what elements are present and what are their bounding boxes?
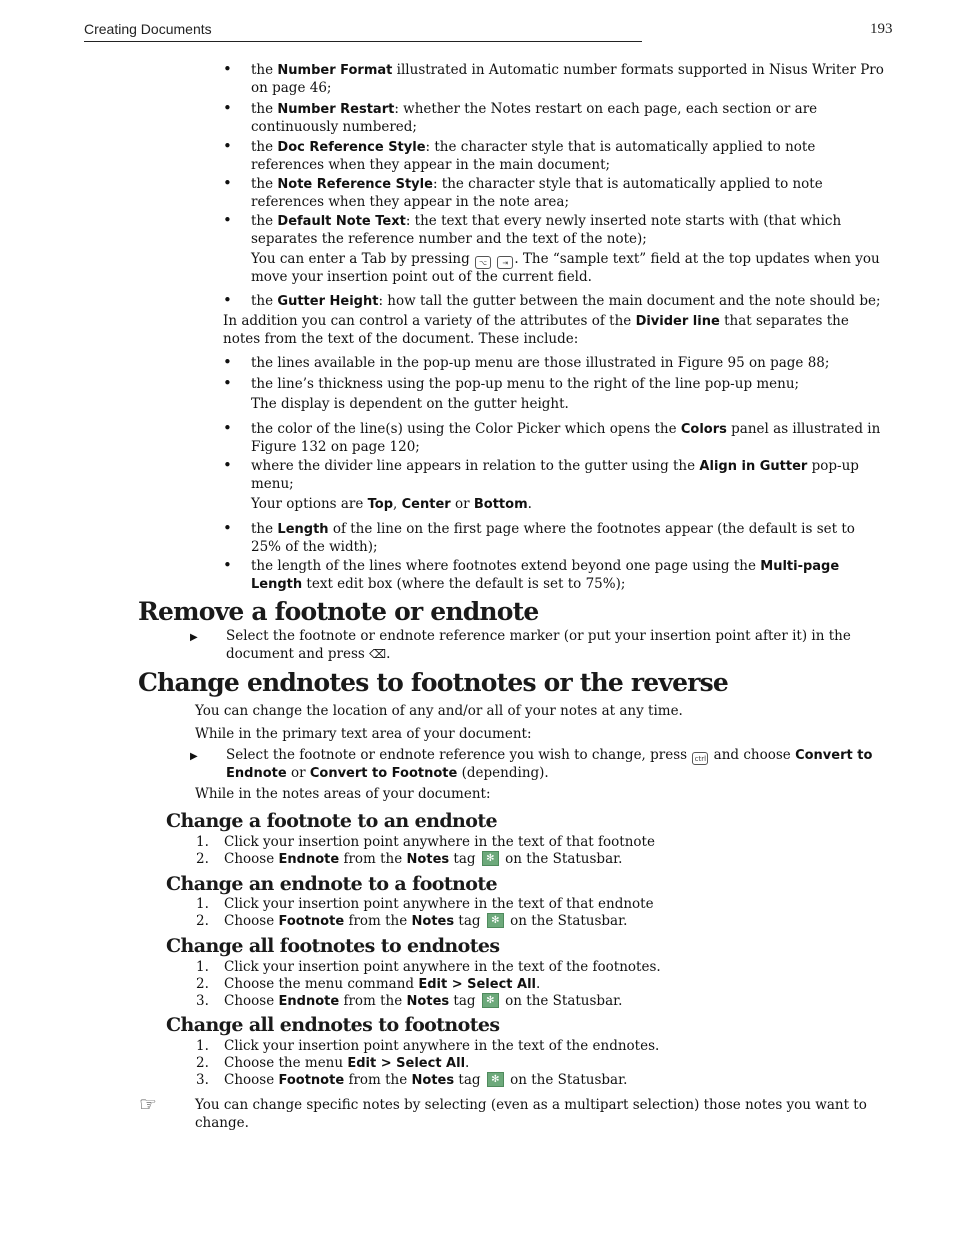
notes-tag-icon <box>487 913 504 928</box>
running-header <box>84 20 642 42</box>
numbered-step: 1. Click your insertion point anywhere in the text of that footnote <box>196 834 655 850</box>
display-note: The display is dependent on the gutter height. <box>251 396 569 412</box>
notes-tag-icon <box>482 993 499 1008</box>
pointing-hand-icon: ☞ <box>139 1092 157 1116</box>
list-item: • the lines available in the pop-up menu are those illustrated in Figure 95 on page 88; <box>223 353 830 371</box>
bullet-icon: • <box>223 291 232 309</box>
section-heading: Remove a footnote or endnote <box>138 597 539 626</box>
numbered-step: 2. Choose the menu command Edit > Select All. <box>196 976 541 992</box>
numbered-step: 1. Click your insertion point anywhere in the text of the footnotes. <box>196 959 661 975</box>
control-key-icon: ctrl <box>692 752 708 765</box>
step-item: ▶ Select the footnote or endnote reference marker (or put your insertion point after it) in the document and press ⌫. <box>190 628 851 662</box>
subsection-heading: Change all footnotes to endnotes <box>166 935 500 957</box>
step-item: ▶ Select the footnote or endnote reference you wish to change, press ctrl and choose Convert to Endnote or Convert to Footnote (depending). <box>190 747 873 781</box>
bullet-icon: • <box>223 374 232 392</box>
bullet-icon: • <box>223 174 232 192</box>
list-item: • the Note Reference Style: the character style that is automatically applied to note references when they appear in the note area; <box>223 174 823 210</box>
numbered-step: 1. Click your insertion point anywhere in the text of the endnotes. <box>196 1038 660 1054</box>
tab-key-icon: ⇥ <box>497 256 513 269</box>
list-item: • the Doc Reference Style: the character style that is automatically applied to note references when they appear in the main document; <box>223 137 816 173</box>
paragraph: You can change the location of any and/or all of your notes at any time. <box>195 703 683 719</box>
bullet-icon: • <box>223 60 232 78</box>
notes-tag-icon <box>482 851 499 866</box>
bullet-icon: • <box>223 519 232 537</box>
arrow-bullet-icon: ▶ <box>190 751 198 762</box>
list-item: • the length of the lines where footnotes extend beyond one page using the Multi-page Length text edit box (where the default is set to 75%); <box>223 556 840 592</box>
list-item: • the Gutter Height: how tall the gutter between the main document and the note should be; <box>223 291 881 309</box>
list-item: • the Length of the line on the first page where the footnotes appear (the default is set to 25% of the width); <box>223 519 855 555</box>
numbered-step: 2. Choose Endnote from the Notes tag ✻ on the Statusbar. <box>196 851 886 869</box>
subsection-heading: Change a footnote to an endnote <box>166 810 497 832</box>
numbered-step: 3. Choose Endnote from the Notes tag ✻ on the Statusbar. <box>196 993 886 1011</box>
notes-tag-icon <box>487 1072 504 1087</box>
bullet-icon: • <box>223 419 232 437</box>
bullet-icon: • <box>223 99 232 117</box>
list-item: • the color of the line(s) using the Color Picker which opens the Colors panel as illustrated in Figure 132 on page 120; <box>223 419 881 455</box>
section-heading: Change endnotes to footnotes or the reverse <box>138 668 728 697</box>
tip-note: You can change specific notes by selecting (even as a multipart selection) those notes you want to change. <box>195 1097 867 1131</box>
list-item: • the line’s thickness using the pop-up menu to the right of the line pop-up menu; <box>223 374 800 392</box>
list-item: • the Default Note Text: the text that every newly inserted note starts with (that which separates the reference number and the text of the note); <box>223 211 842 247</box>
subsection-heading: Change an endnote to a footnote <box>166 873 497 895</box>
list-item: • the Number Restart: whether the Notes restart on each page, each section or are continuously numbered; <box>223 99 818 135</box>
paragraph: While in the notes areas of your document: <box>195 786 491 802</box>
paragraph: While in the primary text area of your document: <box>195 726 532 742</box>
chapter-title: Creating Documents <box>84 21 212 37</box>
options-note: Your options are Top, Center or Bottom. <box>251 496 532 512</box>
option-key-icon: ⌥ <box>475 256 491 269</box>
arrow-bullet-icon: ▶ <box>190 632 198 643</box>
bullet-icon: • <box>223 556 232 574</box>
numbered-step: 2. Choose the menu Edit > Select All. <box>196 1055 470 1071</box>
list-item: • the Number Format illustrated in Automatic number formats supported in Nisus Writer Pro on page 46; <box>223 60 884 96</box>
bullet-icon: • <box>223 353 232 371</box>
bullet-icon: • <box>223 211 232 229</box>
page-number: 193 <box>870 21 893 37</box>
tab-note: You can enter a Tab by pressing ⌥ ⇥ . The “sample text” field at the top updates when you move your insertion point out of the current field. <box>251 251 880 285</box>
list-item: • where the divider line appears in relation to the gutter using the Align in Gutter pop-up menu; <box>223 456 859 492</box>
divider-paragraph: In addition you can control a variety of the attributes of the Divider line that separates the notes from the text of the document. These include: <box>223 313 849 347</box>
delete-key-icon: ⌫ <box>369 646 387 661</box>
numbered-step: 2. Choose Footnote from the Notes tag ✻ on the Statusbar. <box>196 913 886 931</box>
subsection-heading: Change all endnotes to footnotes <box>166 1014 500 1036</box>
bullet-icon: • <box>223 137 232 155</box>
bullet-icon: • <box>223 456 232 474</box>
numbered-step: 1. Click your insertion point anywhere in the text of that endnote <box>196 896 654 912</box>
numbered-step: 3. Choose Footnote from the Notes tag ✻ on the Statusbar. <box>196 1072 886 1090</box>
